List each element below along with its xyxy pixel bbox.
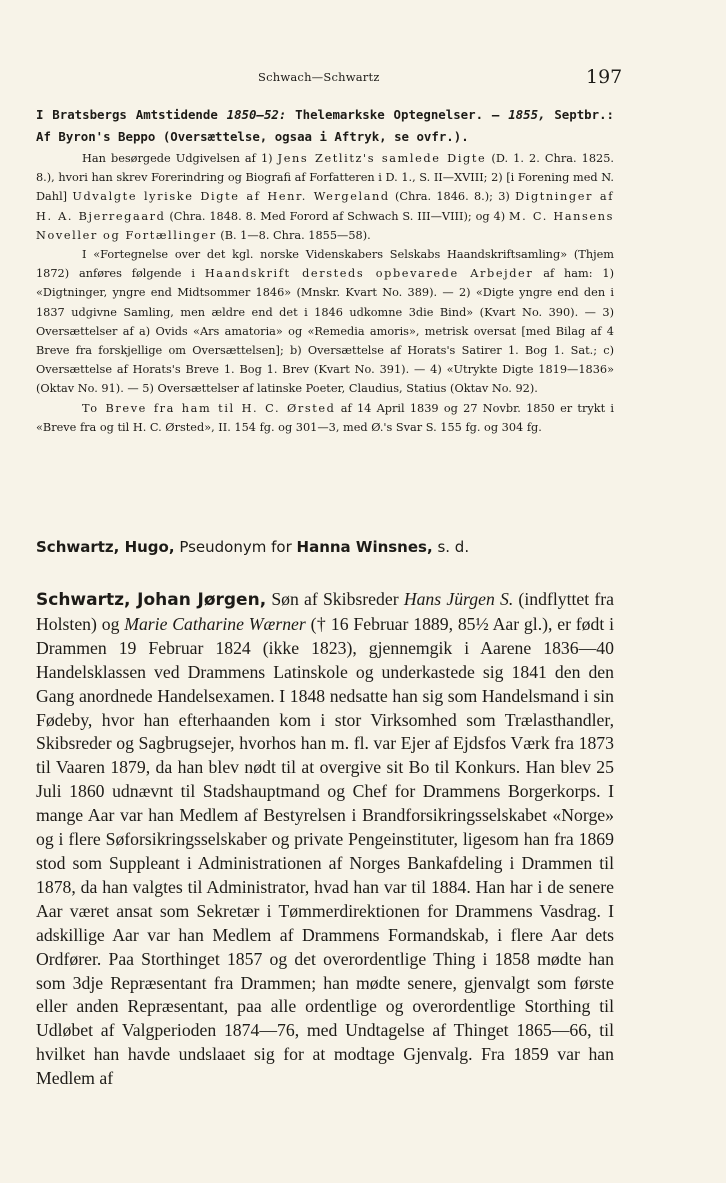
paragraph-text: (B. 1—8. Chra. 1855—58). (216, 228, 371, 242)
main-entry-name: Schwartz, Johan Jørgen, (36, 590, 267, 610)
ref-text-2: Septbr.: Af Byron's Beppo (Oversættelse, ogsaa i Aftryk, se ovfr.). (36, 107, 615, 144)
main-biographical-entry (36, 588, 614, 1091)
ref-years-2: 1855, (508, 107, 546, 122)
paragraph-text: Han besørgede Udgivelsen af 1) (82, 152, 278, 165)
small-paragraph (36, 149, 614, 245)
paragraph-text: († 16 Februar 1889, 85½ Aar gl.), er født i Drammen 19 Februar 1824 (ikke 1823), gjennemgik i Aarene 1836—40 Handelsklassen ved Drammens Latinskole og underkastede sig 1841 den den Gang anordnede Handelsexamen. I 1848 nedsatte han sig som Handelsmand i sin Fødeby, hvor han efterhaanden kom i stor Virksomhed som Trælasthandler, Skibsreder og Sagbrugsejer, hvorhos han m. fl. var Ejer af Ejdsfos Værk fra 1873 til Vaaren 1879, da han blev nødt til at overgive sit Bo til Konkurs. Han blev 25 Juli 1860 udnævnt til Stadshauptmand og Chef for Drammens Borgerkorps. I mange Aar var han Medlem af Bestyrelsen i Brandforsikringsselskabet «Norge» og i flere Søforsikringsselskaber og private Pengeinstituter, ligesom han fra 1869 stod som Suppleant i Administrationen af Norges Bankafdeling i Drammen til 1878, da han valgtes til Administrator, hvad han var til 1884. Han har i de senere Aar været ansat som Sekretær i Tømmerdirektionen for Drammens Vasdrag. I adskillige Aar var han Medlem af Drammens Formandskab, i flere Aar dets Ordfører. Paa Storthinget 1857 og det overordentlige Thing i 1858 mødte han som 3dje Repræsentant fra Drammen; han mødte senere, gjenvalgt som første eller anden Repræsentant, paa alle ordentlige og overordentlige Storthing til Udløbet af Valgperioden 1874—76, med Undtagelse af Thinget 1865—66, til hvilket han havde undslaaet sig for at modtage Gjenvalg. Fra 1859 var han Medlem af (36, 613, 614, 1089)
spaced-title: Jens Zetlitz's samlede Digte (277, 152, 487, 165)
running-title: Schwach—Schwartz (258, 70, 380, 84)
main-entry-paragraph (36, 588, 614, 1091)
paragraph-text: Søn af Skibsreder (266, 589, 404, 609)
paragraph-text: (D. 1. 2. Chra. 1825. 8.), hvori han skrev Forerindring og Biografi af Forfatteren i D. 1., S. II—XVIII; 2) [i Forening med N. Dahl] (36, 152, 614, 204)
cross-reference-entry (36, 538, 636, 556)
page-number: 197 (586, 66, 623, 88)
paragraph-text: (Chra. 1848. 8. Med Forord af Schwach S. III—VIII); og 4) (165, 209, 509, 223)
person-name: Hans Jürgen S. (403, 589, 514, 609)
small-paragraph (36, 399, 614, 437)
ref-text-1: Thelemarkske Optegnelser. — (286, 107, 500, 122)
spaced-title: Udvalgte lyriske Digte af Henr. Wergeland (72, 190, 390, 204)
spaced-title: M. C. Hansens Noveller og Fortællinger (36, 209, 614, 242)
page-header (0, 64, 726, 94)
small-paragraph (36, 245, 614, 399)
paragraph-text: (Chra. 1846. 8.); 3) (389, 190, 516, 204)
spaced-title: Digtninger af H. A. Bjerregaard (36, 190, 615, 223)
small-print-section (36, 149, 614, 437)
cross-ref-text: Pseudonym for (174, 538, 297, 556)
ref-prefix: I Bratsbergs Amtstidende (36, 107, 227, 122)
cross-ref-name: Schwartz, Hugo, (36, 538, 175, 556)
spaced-title: Haandskrift dersteds opbevarede Arbejder (204, 267, 534, 281)
bibliographic-reference (36, 104, 614, 148)
paragraph-text: (indflyttet fra Holsten) og (36, 589, 614, 634)
cross-ref-tail: s. d. (432, 538, 470, 556)
spaced-title: To Breve fra ham til H. C. Ørsted (82, 401, 336, 415)
paragraph-text: af ham: 1) «Digtninger, yngre end Midtsommer 1846» (Mnskr. Kvart No. 389). — 2) «Digte yngre end den i 1837 udgivne Samling, men ældre end det i 1846 udkomne 3die Bind» (Kvart No. 390). — 3) Oversættelser af a) Ovids «Ars amatoria» og «Remedia amoris», metrisk oversat [med Bilag af 4 Breve fra forskjellige om Oversættelsen]; b) Oversættelse af Horats's Satirer 1. Bog 1. Sat.; c) Oversættelse af Horats's Breve 1. Bog 1. Brev (Kvart No. 391). — 4) «Utrykte Digte 1819—1836» (Oktav No. 91). — 5) Oversættelser af latinske Poeter, Claudius, Statius (Oktav No. 92). (36, 267, 614, 396)
reference-line (36, 104, 614, 148)
paragraph-text: af 14 April 1839 og 27 Novbr. 1850 er trykt i «Breve fra og til H. C. Ørsted», II. 154 fg. og 301—3, med Ø.'s Svar S. 155 fg. og 304 fg. (36, 401, 615, 434)
paragraph-text: I «Fortegnelse over det kgl. norske Videnskabers Selskabs Haandskriftsamling» (Thjem 1872) anføres følgende i (36, 248, 614, 281)
ref-years-1: 1850—52: (226, 107, 287, 122)
cross-ref-target: Hanna Winsnes, (296, 538, 433, 556)
person-name: Marie Catharine Wærner (124, 613, 306, 634)
